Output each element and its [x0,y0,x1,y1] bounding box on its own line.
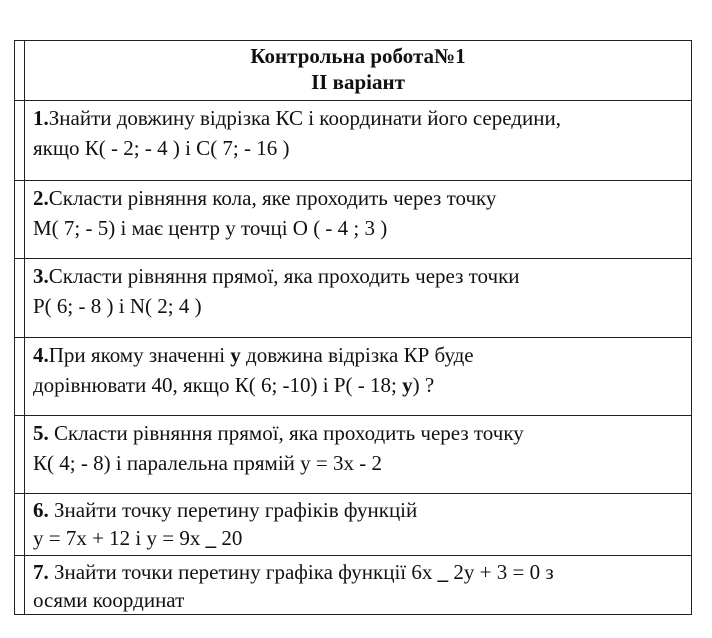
header-cell [25,41,692,101]
task-text: 2у + 3 = 0 з [453,560,554,584]
task-6-line-1 [33,496,685,524]
task-3-line-1 [33,261,685,291]
header-row [15,41,692,101]
task-text: 20 [221,526,243,550]
task-row [15,101,692,181]
task-4-line-1 [33,340,685,370]
task-2 [25,181,692,259]
task-text: ) ? [412,373,435,397]
minus-sign: _ [205,526,222,550]
task-stub-cell [15,556,25,615]
variable-y: у [230,343,241,367]
task-stub-cell [15,259,25,338]
task-1 [25,101,692,181]
task-text: Знайти точку перетину графіків функцій [48,498,418,522]
task-row [15,416,692,494]
task-number: 1. [33,106,49,130]
task-3-line-2: Р( 6; - 8 ) і N( 2; 4 ) [33,294,202,318]
task-text: у = 7х + 12 і у = 9х [33,526,206,550]
task-row [15,259,692,338]
task-number: 7. [33,560,49,584]
task-text: дорівнювати 40, якщо К( 6; -10) і Р( - 18; [33,373,403,397]
task-number: 2. [33,186,49,210]
task-stub-cell [15,416,25,494]
task-5-line-1 [33,418,685,448]
task-2-line-2: М( 7; - 5) і має центр у точці О ( - 4 ; 3 ) [33,216,388,240]
task-text: Скласти рівняння кола, яке проходить через точку [48,186,497,210]
variable-y: у [402,373,413,397]
variant-label: ІІ варіант [311,70,405,94]
task-text: Знайти точки перетину графіка функції 6х [48,560,438,584]
task-7 [25,556,692,615]
task-stub-cell [15,181,25,259]
task-5-line-2: К( 4; - 8) і паралельна прямій у = 3х - 2 [33,451,382,475]
task-7-line-1 [33,558,685,586]
header-stub-cell [15,41,25,101]
task-row [15,181,692,259]
task-7-line-2: осями координат [33,588,185,612]
task-number: 6. [33,498,49,522]
task-number: 5. [33,421,49,445]
task-6-line-2 [33,524,685,552]
test-title: Контрольна робота№1 [250,44,466,68]
task-4-line-2 [33,370,685,400]
task-row [15,338,692,416]
task-row [15,556,692,615]
task-stub-cell [15,101,25,181]
task-5 [25,416,692,494]
task-3 [25,259,692,338]
task-1-line-2: якщо К( - 2; - 4 ) і С( 7; - 16 ) [33,136,290,160]
task-6 [25,494,692,556]
task-text: Скласти рівняння прямої, яка проходить через точку [48,421,524,445]
tasks-table [14,40,692,615]
task-number: 3. [33,264,49,288]
task-text: При якому значенні [48,343,231,367]
task-4 [25,338,692,416]
task-row [15,494,692,556]
task-text: довжина відрізка КР буде [240,343,474,367]
task-2-line-1 [33,183,685,213]
task-text: Знайти довжину відрізка КС і координати його середини, [48,106,561,130]
task-text: Скласти рівняння прямої, яка проходить через точки [48,264,520,288]
minus-sign: _ [437,560,454,584]
task-stub-cell [15,338,25,416]
task-number: 4. [33,343,49,367]
task-1-line-1 [33,103,685,133]
task-stub-cell [15,494,25,556]
